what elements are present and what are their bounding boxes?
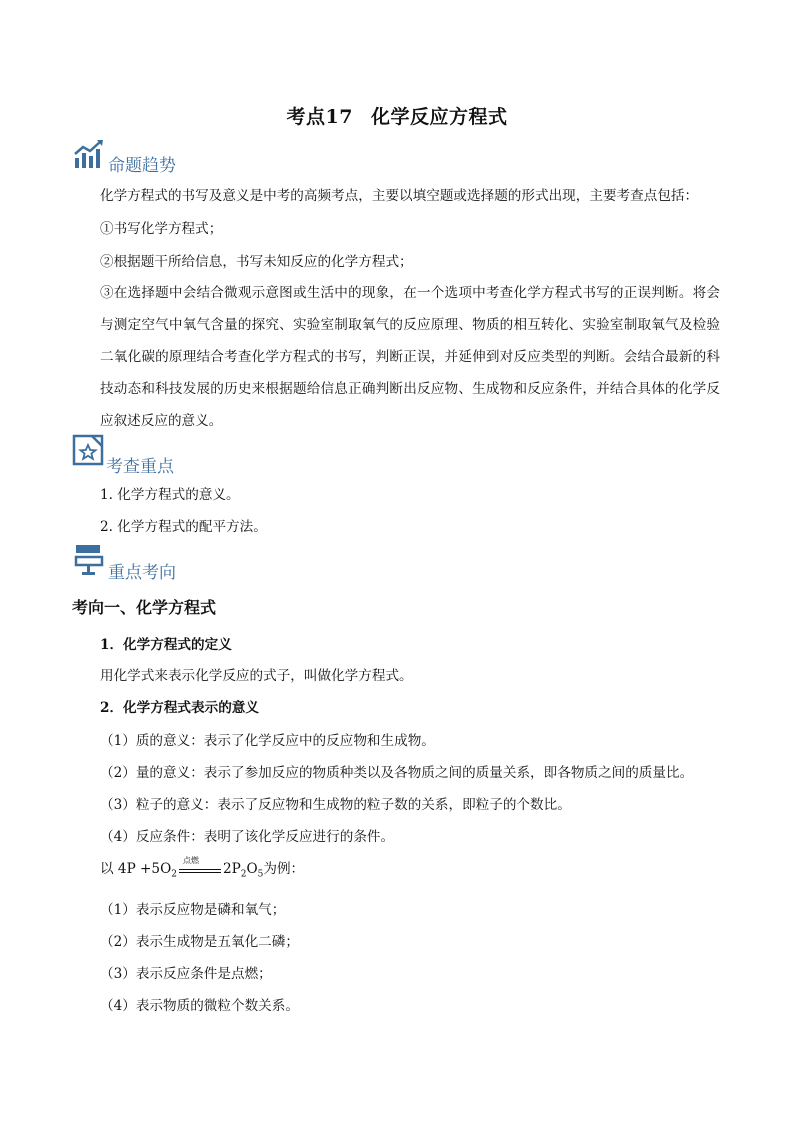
equation-suffix: 为例：	[263, 861, 305, 877]
equation-subscript: 2	[171, 869, 177, 880]
equation-subscript: 5	[257, 869, 264, 880]
trend-point-2: ②根据题干所给信息，书写未知反应的化学方程式；	[100, 254, 413, 270]
trend-point-3: ③在选择题中会结合微观示意图或生活中的现象，在一个选项中考查化学方程式书写的正误判断。将会与测定空气中氧气含量的探究、实验室制取氧气的反应原理、物质的相互转化、实验室制取氧气及检验二氧化碳的原理结合考查化学方程式的书写，判断正误，并延伸到对反应类型的判断。会结合最新的科技动态和科技发展的历史来根据题给信息正确判断出反应物、生成物和反应条件，并结合具体的化学反应叙述反应的意义。	[100, 285, 720, 429]
trend-intro: 化学方程式的书写及意义是中考的高频考点，主要以填空题或选择题的形式出现，主要考查点包括：	[100, 188, 699, 204]
section-direction-title: 重点考向	[108, 563, 176, 583]
equation-subscript: 2	[240, 869, 247, 880]
example-item-1: （1）表示反应物是磷和氧气；	[100, 902, 286, 918]
example-item-3: （3）表示反应条件是点燃；	[100, 966, 272, 982]
meaning-title: 2．化学方程式表示的意义	[100, 700, 259, 716]
meaning-item-2: （2）量的意义：表示了参加反应的物质种类以及各物质之间的质量关系，即各物质之间的质量比。	[100, 765, 694, 781]
bar-chart-icon	[72, 138, 106, 172]
reaction-condition-arrow	[179, 855, 221, 877]
meaning-item-1: （1）质的意义：表示了化学反应中的反应物和生成物。	[100, 733, 435, 749]
topic-name: 化学反应方程式	[370, 106, 508, 128]
section-focus-title: 考查重点	[106, 457, 174, 477]
definition-title: 1．化学方程式的定义	[100, 637, 232, 653]
example-equation	[100, 857, 304, 880]
topic-number: 考点17	[286, 106, 353, 128]
trend-point-1: ①书写化学方程式；	[100, 221, 223, 237]
example-item-2: （2）表示生成物是五氧化二磷；	[100, 934, 299, 950]
star-folder-icon	[72, 434, 106, 468]
section-trend-title: 命题趋势	[108, 156, 176, 176]
direction-heading: 考向一、化学方程式	[72, 598, 217, 617]
focus-item-2: 2. 化学方程式的配平方法。	[100, 519, 267, 535]
definition-text: 用化学式来表示化学反应的式子，叫做化学方程式。	[100, 668, 413, 684]
equation-reactants: 以 4P +5O	[100, 861, 172, 877]
equation-product-oxygen: O	[246, 861, 258, 877]
example-item-4: （4）表示物质的微粒个数关系。	[100, 998, 299, 1014]
section-trend-header	[72, 138, 272, 174]
page-title	[0, 102, 794, 129]
equation-product: 2P	[222, 861, 241, 877]
signpost-icon	[72, 542, 106, 576]
focus-item-1: 1. 化学方程式的意义。	[100, 487, 240, 503]
meaning-item-4: （4）反应条件：表明了该化学反应进行的条件。	[100, 829, 395, 845]
reaction-condition: 点燃	[182, 855, 199, 865]
section-direction-header	[72, 542, 272, 583]
meaning-item-3: （3）粒子的意义：表示了反应物和生成物的粒子数的关系，即粒子的个数比。	[100, 797, 571, 813]
section-focus-header	[72, 434, 272, 477]
